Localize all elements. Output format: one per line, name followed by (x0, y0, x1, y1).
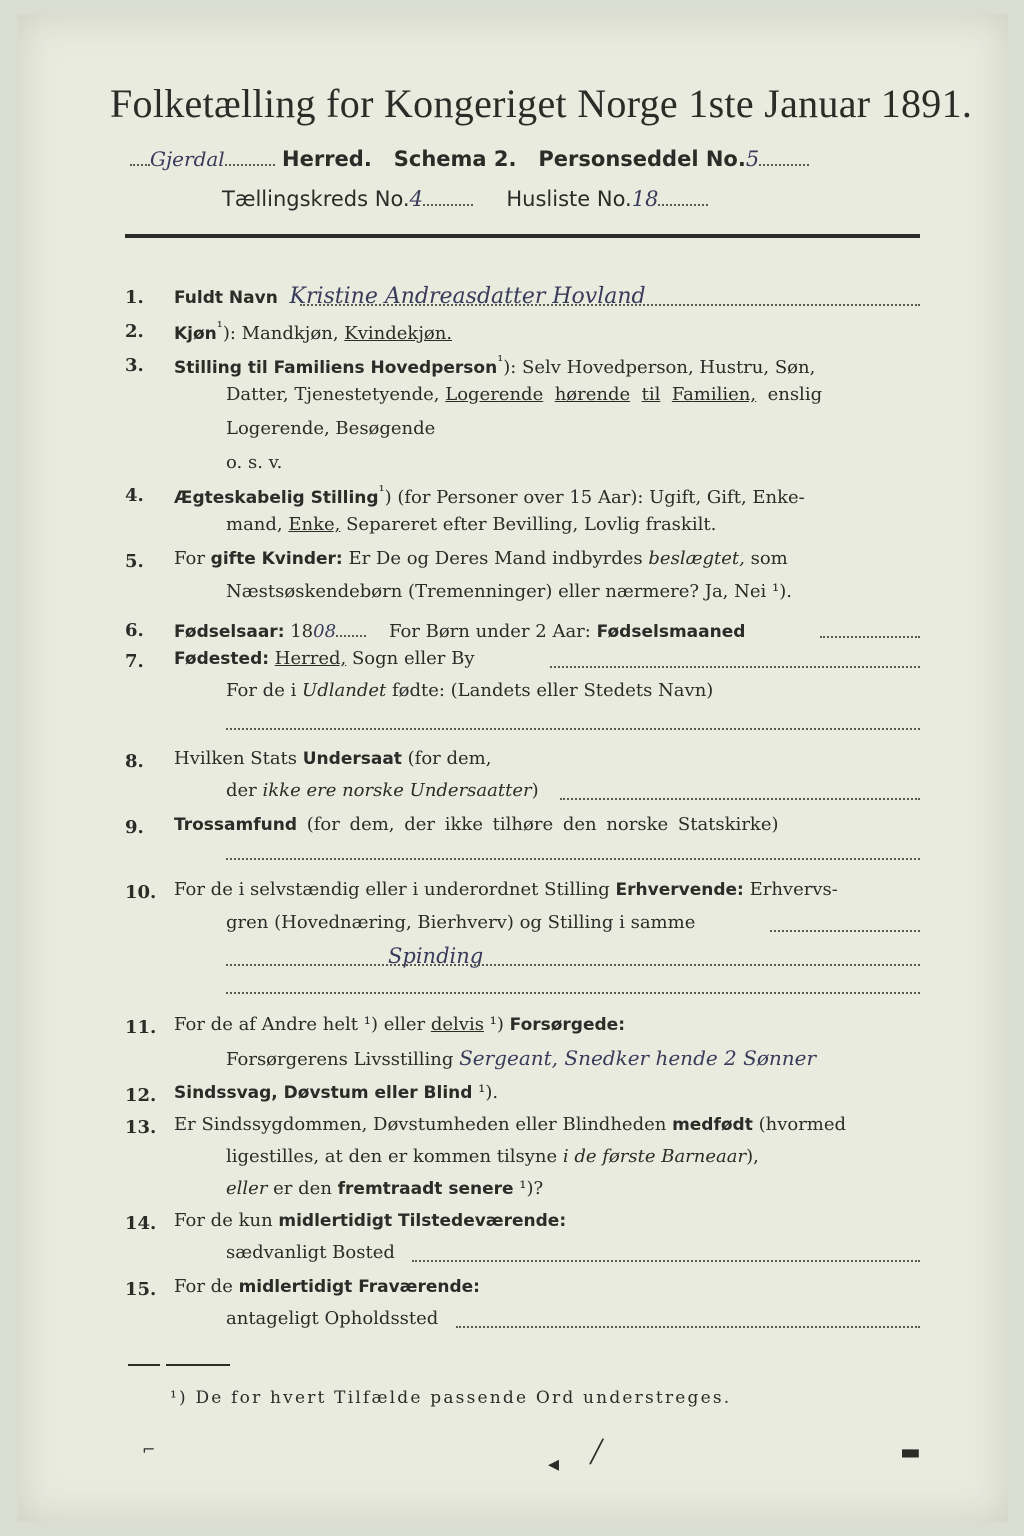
footnote-rule-short (128, 1364, 160, 1366)
q2-kvindekjon: Kvindekjøn. (344, 323, 453, 344)
q6-label: Fødselsaar: (174, 622, 285, 642)
q6-dotted-line (820, 636, 920, 638)
q13-line1c: (hvormed (752, 1114, 847, 1135)
q6-number: 6. (125, 620, 144, 641)
q15-row1 (174, 1276, 480, 1297)
q14-dotted-line (412, 1260, 920, 1262)
q7-udlandet: Udlandet (302, 680, 387, 701)
q7-label: Fødested: (174, 649, 270, 669)
q4-sup: ¹ (378, 482, 385, 500)
q12-label: Sindssvag, Døvstum eller Blind (174, 1083, 473, 1103)
q5-beslaegtet: beslægtet, (648, 548, 745, 569)
census-form-sheet (18, 14, 1008, 1522)
q3-number: 3. (125, 355, 144, 376)
q3-horende: hørende (554, 384, 631, 405)
q1-number: 1. (125, 287, 144, 308)
q9-row (174, 814, 779, 835)
q2-label: Kjøn (174, 324, 217, 344)
personseddel-value: 5 (745, 147, 760, 171)
q14-row1 (174, 1210, 566, 1231)
ink-mark-right-icon: ▬ (900, 1440, 921, 1465)
q5-row1 (174, 548, 788, 569)
q3-til: til (641, 384, 661, 405)
q11-line1c: ¹) (483, 1014, 510, 1035)
q8-undersaat: Undersaat (302, 749, 402, 769)
q4-row2 (226, 514, 716, 535)
q11-line2: Forsørgerens Livsstilling (226, 1049, 454, 1070)
q14-line1a: For de kun (174, 1210, 279, 1231)
q8-line2a: der (226, 780, 263, 801)
kreds-line (222, 186, 708, 211)
q5-label-a: For (174, 548, 211, 569)
q10-answer-line-2 (226, 992, 920, 994)
q2-row (174, 318, 452, 344)
q14-row2: sædvanligt Bosted (226, 1242, 395, 1263)
q8-number: 8. (125, 751, 144, 772)
q2-number: 2. (125, 321, 144, 342)
q8-row2 (226, 780, 539, 801)
husliste-label: Husliste No. (506, 187, 632, 211)
q1-value: Kristine Andreasdatter Hovland (289, 284, 646, 309)
q3-familien: Familien, (671, 384, 757, 405)
q6-row (174, 617, 745, 642)
q11-line1a: For de af Andre helt ¹) eller (174, 1014, 431, 1035)
q11-row2 (226, 1046, 816, 1070)
q13-line3b: er den (267, 1178, 338, 1199)
kreds-value: 4 (409, 187, 423, 211)
q12-text: ¹). (472, 1082, 499, 1103)
q4-row1 (174, 482, 805, 508)
q3-row1 (174, 352, 815, 378)
q4-line2a: mand, (226, 514, 289, 535)
personseddel-label: Personseddel No. (538, 147, 746, 171)
q13-row1 (174, 1114, 846, 1135)
q11-delvis: delvis (430, 1014, 484, 1035)
q6-text: For Børn under 2 Aar: (388, 621, 597, 642)
q8-line1a: Hvilken Stats (174, 748, 303, 769)
q3-line2a: Datter, Tjenestetyende, (226, 384, 446, 405)
footnote: ¹) De for hvert Tilfælde passende Ord understreges. (170, 1388, 732, 1408)
q3-row4: o. s. v. (226, 452, 283, 473)
q15-number: 15. (125, 1279, 157, 1300)
q13-line1a: Er Sindssygdommen, Døvstumheden eller Blindheden (174, 1114, 673, 1135)
ink-blot-icon: ◂ (548, 1452, 560, 1477)
header-divider (125, 234, 920, 238)
q4-number: 4. (125, 485, 144, 506)
q12-row (174, 1082, 498, 1103)
q7-number: 7. (125, 651, 144, 672)
q15-line1a: For de (174, 1276, 239, 1297)
q3-sup: ¹ (497, 352, 504, 370)
q6-prefix: 18 (284, 621, 314, 642)
q3-row2 (226, 384, 822, 405)
ink-mark-icon: ⌐ (142, 1440, 156, 1459)
q3-label: Stilling til Familiens Hovedperson (174, 358, 498, 378)
q7-row2 (226, 680, 713, 701)
q10-erhvervende: Erhvervende: (615, 880, 744, 900)
q2-sup: ¹ (216, 318, 223, 336)
q5-label-b: gifte Kvinder: (210, 549, 343, 569)
footnote-rule (166, 1364, 230, 1366)
q10-row1 (174, 879, 838, 900)
q4-label: Ægteskabelig Stilling (174, 488, 379, 508)
q7-herred: Herred, (274, 648, 347, 669)
q5-line1c: som (744, 548, 788, 569)
q10-row2: gren (Hovednæring, Bierhverv) og Stilling i samme (226, 912, 696, 933)
q4-line2c: Separeret efter Bevilling, Lovlig fraskilt. (340, 514, 717, 535)
herred-value: Gjerdal (150, 147, 225, 171)
q5-line1a: Er De og Deres Mand indbyrdes (342, 548, 649, 569)
q10-line1a: For de i selvstændig eller i underordnet Stilling (174, 879, 616, 900)
q11-row1 (174, 1014, 625, 1035)
q15-fravaerende: midlertidigt Fraværende: (238, 1277, 480, 1297)
q8-row1 (174, 748, 491, 769)
q6-label2: Fødselsmaaned (596, 622, 746, 642)
herred-label: Herred. (282, 147, 372, 171)
q7-row1 (174, 648, 475, 669)
q13-number: 13. (125, 1117, 157, 1138)
q10-answer-line-1 (226, 964, 920, 966)
q12-number: 12. (125, 1085, 157, 1106)
q5-row2: Næstsøskendebørn (Tremenninger) eller nærmere? Ja, Nei ¹). (226, 581, 792, 602)
q10-value: Spinding (388, 944, 484, 968)
kreds-label: Tællingskreds No. (222, 187, 410, 211)
q4-line1: ) (for Personer over 15 Aar): Ugift, Gift, Enke- (384, 487, 805, 508)
form-title: Folketælling for Kongeriget Norge 1ste Januar 1891. (110, 81, 973, 126)
q10-line1c: Erhvervs- (743, 879, 838, 900)
q1-dotted-line (300, 304, 920, 306)
q1-label: Fuldt Navn (174, 288, 278, 308)
q15-dotted-line (456, 1326, 920, 1328)
q8-ikke-norske: ikke ere norske Undersaatter (262, 780, 532, 801)
q13-eller: eller (226, 1178, 268, 1199)
q11-number: 11. (125, 1017, 157, 1038)
q3-row3: Logerende, Besøgende (226, 418, 436, 439)
q11-forsorgede: Forsørgede: (509, 1015, 626, 1035)
q13-barneaar: i de første Barneaar (562, 1146, 747, 1167)
q13-line2a: ligestilles, at den er kommen tilsyne (226, 1146, 563, 1167)
q9-number: 9. (125, 817, 144, 838)
q7-line2a: For de i (226, 680, 303, 701)
q7-answer-line (226, 728, 920, 730)
husliste-value: 18 (631, 187, 659, 211)
q13-row3 (226, 1178, 543, 1199)
herred-line (130, 146, 809, 171)
q13-row2 (226, 1146, 759, 1167)
q8-line2c: ) (531, 780, 539, 801)
q5-number: 5. (125, 551, 144, 572)
q7-line2c: fødte: (Landets eller Stedets Navn) (386, 680, 714, 701)
q9-label: Trossamfund (174, 815, 297, 835)
q6-value: 08 (313, 621, 337, 642)
schema-label: Schema 2. (393, 147, 517, 171)
q8-line1c: (for dem, (401, 748, 492, 769)
q10-number: 10. (125, 882, 157, 903)
q15-row2: antageligt Opholdssted (226, 1308, 439, 1329)
q9-text: (for dem, der ikke tilhøre den norske Statskirke) (296, 814, 779, 835)
q13-line3d: ¹)? (513, 1178, 544, 1199)
ink-stroke-icon: ╱ (590, 1440, 604, 1465)
q3-line1: ): Selv Hovedperson, Hustru, Søn, (503, 357, 816, 378)
q11-value: Sergeant, Snedker hende 2 Sønner (459, 1046, 817, 1070)
q9-answer-line (226, 858, 920, 860)
q3-logerende: Logerende (445, 384, 544, 405)
q8-dotted-line (560, 798, 920, 800)
q10-dotted-line (770, 930, 920, 932)
q14-number: 14. (125, 1213, 157, 1234)
q2-text: ): Mandkjøn, (222, 323, 345, 344)
q7-dotted-line (550, 666, 920, 668)
q13-line2c: ), (746, 1146, 759, 1167)
q4-enke: Enke, (288, 514, 341, 535)
q13-fremtraadt: fremtraadt senere (337, 1179, 514, 1199)
q7-text: Sogn eller By (346, 648, 475, 669)
q14-tilstedevaerende: midlertidigt Tilstedeværende: (278, 1211, 567, 1231)
q3-enslig: enslig (767, 384, 823, 405)
q13-medfodt: medfødt (672, 1115, 753, 1135)
